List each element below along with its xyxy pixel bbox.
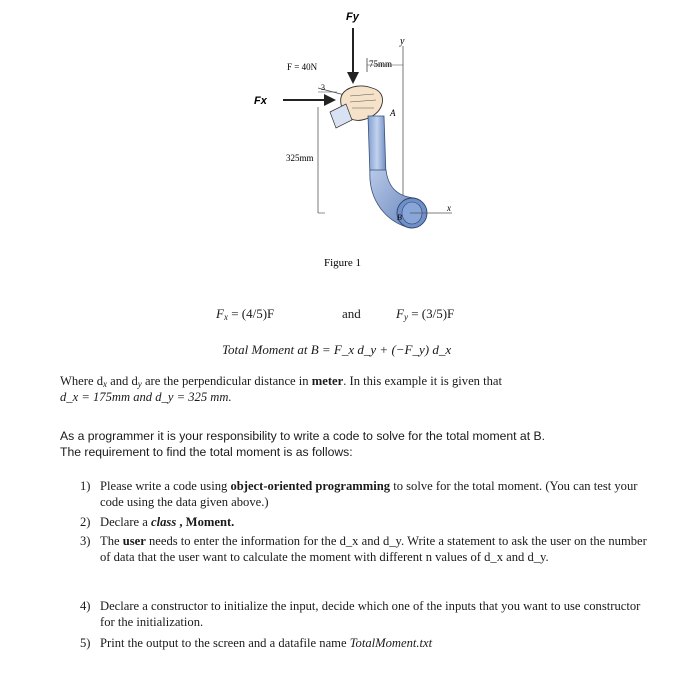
total-moment-equation [222,342,451,358]
intro-line-2: The requirement to find the total moment is as follows: [60,445,353,459]
fx-arrow-head [324,94,336,106]
fx-rhs: = (4/5)F [227,306,275,321]
requirement-4: 4) Declare a constructor to initialize the input, decide which one of the inputs that you want to use constructor for the initialization. [80,599,641,629]
angle-label: 3 [321,83,325,92]
fx-equation [216,306,274,322]
point-a-label: A [390,108,396,118]
fy-equation [396,306,454,322]
requirement-1: 1) Please write a code using object-oriented programming to solve for the total moment. (You can test your code using the data given above.) [80,479,638,509]
requirement-2: 2) Declare a class , Moment. [80,515,235,529]
x-axis-label: x [447,203,451,213]
fx-lhs: F [216,306,224,321]
where-1d: . In this example it is given that [343,374,502,388]
and-text: and [342,306,361,321]
figure-caption: Figure 1 [324,257,361,269]
where-paragraph: Where $d_x$ and $d_y$ are the perpendicular distance in meter. In this example it is given that d_x = 175mm and d_y = 325 mm. [60,374,502,404]
y-axis-label: y [400,36,405,47]
fy-sub: y [403,312,408,322]
where-1a: Where d [60,374,104,388]
figure-1-diagram [0,0,678,285]
point-b-label: B [397,213,402,222]
force-label: F = 40N [287,62,318,72]
fy-lhs: F [396,306,404,321]
requirement-5: 5) Print the output to the screen and a datafile name TotalMoment.txt [80,636,433,650]
moment-text: Total Moment at B = F_x d_y + (−F_y) d_x [222,342,452,357]
fx-label: Fx [254,95,267,107]
fy-arrow-head [347,72,359,84]
intro-paragraph [60,428,640,460]
pipe-vertical [368,116,386,176]
dim-75mm: 75mm [369,59,393,69]
where-1b: and d [107,374,138,388]
fx-sub: x [223,312,228,322]
intro-line-1: As a programmer it is your responsibility to write a code to solve for the total moment at B. [60,429,545,443]
and-word [342,306,361,322]
where-1c: are the perpendicular distance in [141,374,312,388]
where-2: d_x = 175mm and d_y = 325 mm. [60,390,232,404]
meter-bold: meter [311,374,344,388]
dim-325mm: 325mm [286,153,314,163]
requirement-3: 3) The user needs to enter the information for the d_x and d_y. Write a statement to ask the user on the number of data that the user want to calculate the moment with different n values of d_x and d_y. [80,534,647,564]
fy-label: Fy [346,11,359,23]
fy-rhs: = (3/5)F [407,306,455,321]
